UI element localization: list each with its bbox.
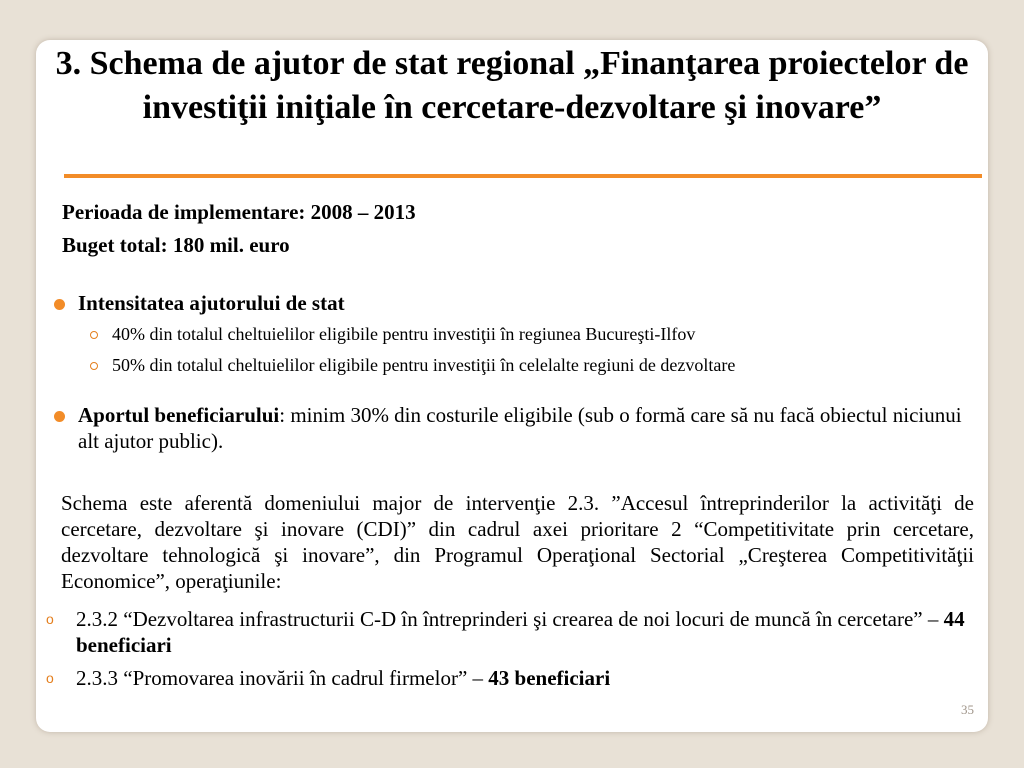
scheme-paragraph: Schema este aferentă domeniului major de intervenţie 2.3. ”Accesul întreprinderilor la activităţi de cercetare, dezvoltare şi inovare (CDI)” din cadrul axei prioritare 2 “Competitivitate prin cercetare, dezvoltare tehnologică şi inovare”, din Programul Operaţional Sectorial „Creşterea Competitivităţii Economice”, operaţiunile: <box>61 491 974 593</box>
operation-text: 2.3.2 “Dezvoltarea infrastructurii C-D în întreprinderi şi crearea de noi locuri de muncă în cercetare” – <box>76 607 944 631</box>
operation-beneficiaries: 44 beneficiari <box>76 607 965 657</box>
title-divider <box>64 174 982 178</box>
intensity-item <box>90 353 735 377</box>
intensity-bullet <box>54 290 345 316</box>
operation-item <box>46 665 1006 691</box>
intensity-item-text: 50% din totalul cheltuielilor eligibile pentru investiţii în celelalte regiuni de dezvoltare <box>112 355 736 375</box>
sub-bullet-icon <box>90 362 98 370</box>
bullet-dot-icon <box>54 411 65 422</box>
implementation-period: Perioada de implementare: 2008 – 2013 <box>62 200 416 224</box>
intensity-heading: Intensitatea ajutorului de stat <box>78 291 345 315</box>
list-marker-icon: o <box>46 670 54 686</box>
intensity-item <box>90 322 695 346</box>
slide-title: 3. Schema de ajutor de stat regional „Finanţarea proiectelor de investiţii iniţiale în cercetare-dezvoltare şi inovare” <box>55 45 969 126</box>
contribution-text: : minim 30% din costurile eligibile (sub o formă care să nu facă obiectul niciunui alt ajutor public). <box>78 403 962 453</box>
operation-text: 2.3.3 “Promovarea inovării în cadrul firmelor” – <box>76 666 489 690</box>
contribution-bullet <box>54 402 968 454</box>
bullet-dot-icon <box>54 299 65 310</box>
sub-bullet-icon <box>90 331 98 339</box>
intensity-item-text: 40% din totalul cheltuielilor eligibile pentru investiţii în regiunea Bucureşti-Ilfov <box>112 324 696 344</box>
list-marker-icon: o <box>46 611 54 627</box>
contribution-label: Aportul beneficiarului <box>78 403 280 427</box>
total-budget: Buget total: 180 mil. euro <box>62 233 290 257</box>
slide <box>36 40 988 732</box>
page-number: 35 <box>961 702 974 717</box>
operation-item <box>46 606 1006 658</box>
operation-beneficiaries: 43 beneficiari <box>488 666 611 690</box>
